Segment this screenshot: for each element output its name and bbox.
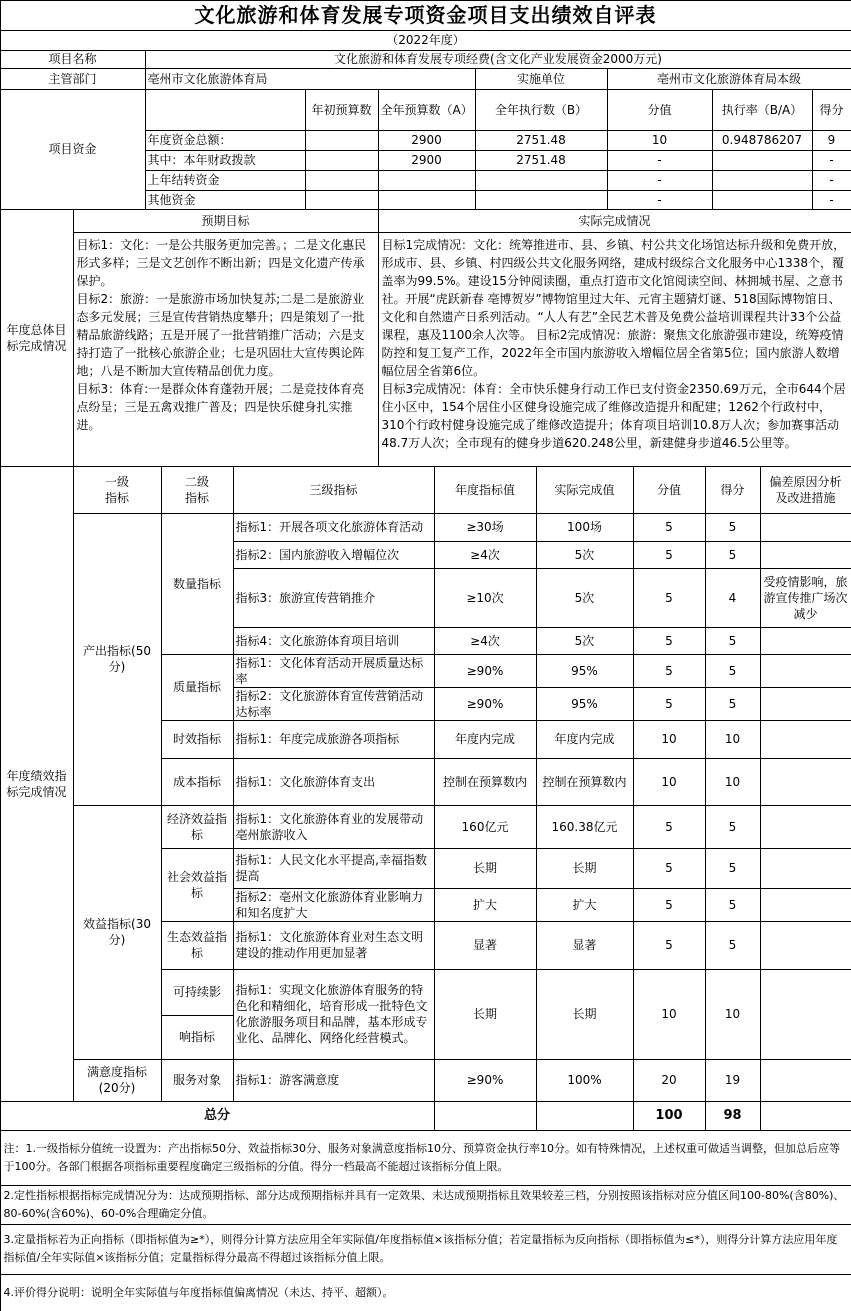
indicator-name: 指标1：人民文化水平提高,幸福指数提高 (233, 848, 435, 889)
indicator-weight: 10 (633, 720, 706, 759)
funds-cell-score: - (812, 190, 851, 210)
indicator-actual: 100% (536, 1059, 634, 1102)
indicator-name: 指标1：游客满意度 (233, 1059, 435, 1102)
indicator-note (760, 513, 851, 542)
indicator-note (760, 848, 851, 889)
level1-benefit: 效益指标(30分) (73, 805, 162, 1060)
funds-row-label: 年度资金总额： (145, 130, 306, 151)
funds-cell-initial (305, 170, 379, 191)
indicator-target: ≥90% (434, 687, 537, 721)
level2-indicator: 数量指标 (161, 513, 234, 655)
indicator-note (760, 1059, 851, 1102)
funds-cell-score: - (812, 170, 851, 191)
indicator-note (760, 627, 851, 655)
indicator-note (760, 921, 851, 970)
indicator-score: 10 (705, 758, 761, 806)
dept-label: 主管部门 (0, 68, 146, 90)
funds-row-label: 其他资金 (145, 190, 306, 210)
funds-cell-initial (305, 130, 379, 151)
total-blank (536, 1101, 634, 1131)
indicator-note (760, 654, 851, 688)
level2-indicator: 响指标 (161, 1015, 234, 1060)
indicator-header: 实际完成值 (536, 466, 634, 514)
indicator-score: 5 (705, 654, 761, 688)
indicator-header: 分值 (633, 466, 706, 514)
indicator-target: 显著 (434, 921, 537, 970)
funds-cell-rate: 0.948786207 (712, 130, 813, 151)
funds-cell-initial (305, 190, 379, 210)
indicator-weight: 5 (633, 805, 706, 849)
funds-header: 执行率（B/A） (712, 89, 813, 131)
level2-indicator: 成本指标 (161, 758, 234, 806)
indicator-actual: 显著 (536, 921, 634, 970)
indicator-score: 5 (705, 687, 761, 721)
indicator-score: 5 (705, 805, 761, 849)
indicator-name: 指标1：年度完成旅游各项指标 (233, 720, 435, 759)
goals-label: 年度总体目标完成情况 (0, 209, 74, 467)
level2-indicator: 可持续影 (161, 969, 234, 1016)
project-name: 文化旅游和体育发展专项经费(含文化产业发展资金2000万元) (145, 50, 851, 69)
indicator-score: 5 (705, 627, 761, 655)
level2-indicator: 经济效益指标 (161, 805, 234, 849)
indicator-name: 指标3：旅游宣传营销推介 (233, 568, 435, 628)
indicator-weight: 5 (633, 627, 706, 655)
indicator-actual: 控制在预算数内 (536, 758, 634, 806)
total-blank (760, 1101, 851, 1131)
indicator-name: 指标2：文化旅游体育宣传营销活动达标率 (233, 687, 435, 721)
indicator-note (760, 687, 851, 721)
indicator-actual: 5次 (536, 541, 634, 569)
indicators-label: 年度绩效指标完成情况 (0, 466, 74, 1102)
total-weight: 100 (633, 1101, 706, 1131)
funds-cell-rate (712, 190, 813, 210)
funds-cell-initial (305, 150, 379, 171)
indicator-target: ≥90% (434, 1059, 537, 1102)
funds-cell-rate (712, 150, 813, 171)
level2-indicator: 时效指标 (161, 720, 234, 759)
indicator-target: 长期 (434, 848, 537, 889)
indicator-name: 指标1：文化旅游体育业的发展带动亳州旅游收入 (233, 805, 435, 849)
indicator-header: 三级指标 (233, 466, 435, 514)
expected-goals-text: 目标1：文化：一是公共服务更加完善。；二是文化惠民形式多样；三是文艺创作不断出新；四是文化遗产传承保护。 目标2：旅游：一是旅游市场加快复苏;二是二是旅游业态多元发展；三是宣传营销热度攀升；四是策划了一批精品旅游线路；五是开展了一批营销推广活动；六是支持打造了一批核心旅游企业；七是巩固壮大宣传舆论阵地；八是不断加大宣传精品创优力度。 目标3：体育:一是群众体育蓬勃开展；二是竞技体育亮点纷呈；三是五禽戏推广普及；四是快乐健身扎实推进。 (73, 232, 379, 467)
indicator-target: ≥90% (434, 654, 537, 688)
level1-output: 产出指标(50分) (73, 513, 162, 806)
indicator-actual: 5次 (536, 627, 634, 655)
funds-cell-weight: - (607, 170, 713, 191)
indicator-actual: 95% (536, 687, 634, 721)
indicator-score: 10 (705, 969, 761, 1060)
funds-cell-executed: 2751.48 (475, 150, 608, 171)
funds-row-label: 其中：本年财政拨款 (145, 150, 306, 171)
funds-header-blank (145, 89, 306, 131)
indicator-note (760, 888, 851, 922)
indicator-target: 扩大 (434, 888, 537, 922)
indicator-note: 受疫情影响，旅游宣传推广场次减少 (760, 568, 851, 628)
note-2: 2.定性指标根据指标完成情况分为：达成预期指标、部分达成预期指标并具有一定效果、未达成预期指标且效果较差三档，分别按照该指标对应分值区间100-80%(含80%)、80-60%(含60%)、60-0%合理确定分值。 (0, 1185, 851, 1225)
indicator-target: ≥4次 (434, 541, 537, 569)
level2-indicator: 社会效益指标 (161, 848, 234, 922)
indicator-target: ≥30场 (434, 513, 537, 542)
indicator-target: 长期 (434, 969, 537, 1060)
indicator-actual: 长期 (536, 848, 634, 889)
indicator-note (760, 805, 851, 849)
indicator-score: 5 (705, 848, 761, 889)
indicator-name: 指标1：文化体育活动开展质量达标率 (233, 654, 435, 688)
indicator-actual: 年度内完成 (536, 720, 634, 759)
indicator-target: ≥10次 (434, 568, 537, 628)
funds-cell-annual (378, 170, 476, 191)
indicator-score: 5 (705, 921, 761, 970)
level2-indicator: 质量指标 (161, 654, 234, 721)
funds-cell-executed (475, 170, 608, 191)
indicator-note (760, 541, 851, 569)
indicator-score: 5 (705, 888, 761, 922)
indicator-weight: 5 (633, 541, 706, 569)
indicator-note (760, 758, 851, 806)
indicator-weight: 5 (633, 687, 706, 721)
expected-goals-header: 预期目标 (73, 209, 379, 233)
indicator-name: 指标4：文化旅游体育项目培训 (233, 627, 435, 655)
sheet-year: （2022年度） (0, 30, 851, 51)
total-label: 总分 (0, 1101, 435, 1131)
indicator-weight: 10 (633, 969, 706, 1060)
indicator-weight: 5 (633, 888, 706, 922)
funds-cell-annual: 2900 (378, 130, 476, 151)
funds-cell-executed (475, 190, 608, 210)
indicator-name: 指标2：国内旅游收入增幅位次 (233, 541, 435, 569)
indicator-note (760, 969, 851, 1060)
note-4: 4.评价得分说明：说明全年实际值与年度指标值偏离情况（未达、持平、超额）。 (0, 1274, 851, 1311)
dept-value: 亳州市文化旅游体育局 (145, 68, 476, 90)
impl-value: 亳州市文化旅游体育局本级 (607, 68, 851, 90)
project-name-label: 项目名称 (0, 50, 146, 69)
sheet-title: 文化旅游和体育发展专项资金项目支出绩效自评表 (0, 0, 851, 31)
total-blank (434, 1101, 537, 1131)
funds-label: 项目资金 (0, 89, 146, 210)
level2-indicator: 服务对象 (161, 1059, 234, 1102)
funds-cell-weight: - (607, 150, 713, 171)
level2-indicator: 生态效益指标 (161, 921, 234, 970)
funds-header: 年初预算数 (305, 89, 379, 131)
indicator-score: 19 (705, 1059, 761, 1102)
indicator-actual: 长期 (536, 969, 634, 1060)
indicator-target: ≥4次 (434, 627, 537, 655)
indicator-name: 指标1：开展各项文化旅游体育活动 (233, 513, 435, 542)
indicator-actual: 扩大 (536, 888, 634, 922)
indicator-score: 5 (705, 541, 761, 569)
indicator-note (760, 720, 851, 759)
funds-cell-annual (378, 190, 476, 210)
actual-goals-text: 目标1完成情况：文化：统筹推进市、县、乡镇、村公共文化场馆达标升级和免费开放，形成市、县、乡镇、村四级公共文化服务网络，建成村级综合文化服务中心1338个，覆盖率为99.5%。建设15分钟阅读圈，重点打造市文化馆阅读空间、林拥城书屋、之意书社。开展“虎跃新春 亳博贺岁”博物馆里过大年、元宵主题猜灯谜、518国际博物馆日、文化和自然遗产日系列活动。“人人有艺”全民艺术普及免费公益培训课程共计33个公益课程，惠及1100余人次等。 目标2完成情况：旅游：聚焦文化旅游强市建设，统筹疫情防控和复工复产工作，2022年全市国内旅游收入增幅位居全省第5位；国内旅游人数增幅位居全省第6位。 目标3完成情况：体育：全市快乐健身行动工作已支付资金2350.69万元，全市644个居住小区中，154个居住小区健身设施完成了维修改造提升和配建；1262个行政村中，310个行政村健身设施完成了维修改造提升；体育项目培训10.8万人次；参加赛事活动48.7万人次；全市现有的健身步道620.248公里，新建健身步道46.5公里等。 (378, 232, 851, 467)
indicator-weight: 5 (633, 654, 706, 688)
indicator-target: 160亿元 (434, 805, 537, 849)
funds-cell-rate (712, 170, 813, 191)
total-score: 98 (705, 1101, 761, 1131)
funds-cell-executed: 2751.48 (475, 130, 608, 151)
indicator-weight: 5 (633, 848, 706, 889)
funds-cell-score: 9 (812, 130, 851, 151)
note-3: 3.定量指标若为正向指标（即指标值为≥*），则得分计算方法应用全年实际值/年度指标值×该指标分值；若定量指标为反向指标（即指标值为≤*），则得分计算方法应用年度指标值/全年实际值×该指标分值；定量指标得分最高不得超过该指标分值上限。 (0, 1224, 851, 1275)
funds-header: 全年执行数（B） (475, 89, 608, 131)
indicator-actual: 95% (536, 654, 634, 688)
actual-goals-header: 实际完成情况 (378, 209, 851, 233)
impl-label: 实施单位 (475, 68, 608, 90)
indicator-weight: 5 (633, 513, 706, 542)
indicator-target: 年度内完成 (434, 720, 537, 759)
indicator-actual: 100场 (536, 513, 634, 542)
indicator-score: 4 (705, 568, 761, 628)
funds-row-label: 上年结转资金 (145, 170, 306, 191)
indicator-name: 指标1：文化旅游体育支出 (233, 758, 435, 806)
funds-cell-weight: 10 (607, 130, 713, 151)
indicator-name: 指标2：亳州文化旅游体育业影响力和知名度扩大 (233, 888, 435, 922)
indicator-weight: 20 (633, 1059, 706, 1102)
funds-cell-score: - (812, 150, 851, 171)
indicator-actual: 5次 (536, 568, 634, 628)
funds-header: 分值 (607, 89, 713, 131)
indicator-target: 控制在预算数内 (434, 758, 537, 806)
indicator-weight: 10 (633, 758, 706, 806)
note-1: 注：1.一级指标分值统一设置为：产出指标50分、效益指标30分、服务对象满意度指标10分、预算资金执行率10分。如有特殊情况，上述权重可做适当调整，但加总后应等于100分。各部门根据各项指标重要程度确定三级指标的分值。得分一档最高不能超过该指标分值上限。 (0, 1130, 851, 1186)
indicator-name: 指标1：实现文化旅游体育服务的特色化和精细化，培育形成一批特色文化旅游服务项目和品牌，基本形成专业化、品牌化、网络化经营模式。 (233, 969, 435, 1060)
funds-cell-weight: - (607, 190, 713, 210)
indicator-header: 年度指标值 (434, 466, 537, 514)
funds-header: 全年预算数（A） (378, 89, 476, 131)
indicator-weight: 5 (633, 921, 706, 970)
indicator-header: 偏差原因分析 及改进措施 (760, 466, 851, 514)
indicator-weight: 5 (633, 568, 706, 628)
funds-cell-annual: 2900 (378, 150, 476, 171)
indicator-name: 指标1：文化旅游体育业对生态文明建设的推动作用更加显著 (233, 921, 435, 970)
indicator-header: 得分 (705, 466, 761, 514)
indicator-score: 5 (705, 513, 761, 542)
indicator-actual: 160.38亿元 (536, 805, 634, 849)
level1-satisfaction: 满意度指标 (20分) (73, 1059, 162, 1102)
funds-header: 得分 (812, 89, 851, 131)
indicator-score: 10 (705, 720, 761, 759)
indicator-header: 二级 指标 (161, 466, 234, 514)
indicator-header: 一级 指标 (73, 466, 162, 514)
